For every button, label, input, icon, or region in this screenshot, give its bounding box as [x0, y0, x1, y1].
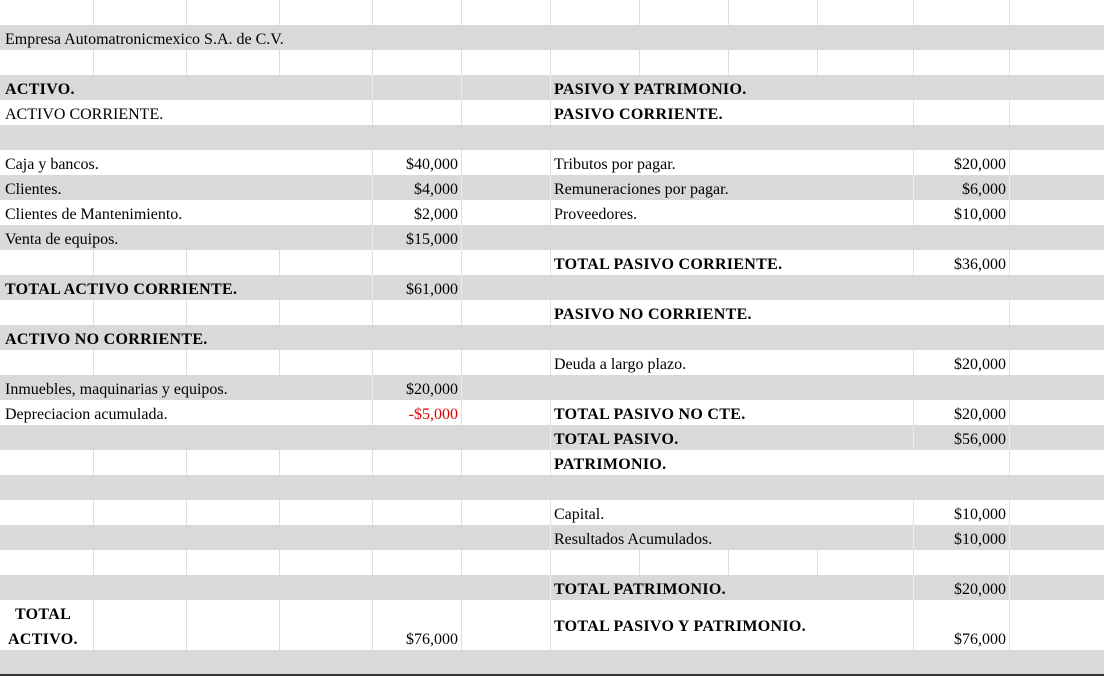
- column-gridline: [372, 100, 373, 125]
- column-gridline: [913, 550, 914, 575]
- column-gridline: [550, 0, 551, 25]
- column-gridline: [1009, 575, 1010, 600]
- column-gridline: [93, 350, 94, 375]
- sheet-row: [0, 525, 1104, 550]
- column-gridline: [279, 600, 280, 650]
- column-gridline: [817, 50, 818, 75]
- column-gridline: [186, 300, 187, 325]
- column-gridline: [461, 100, 462, 125]
- column-gridline: [550, 350, 551, 375]
- sheet-row: [0, 450, 1104, 475]
- liability-label[interactable]: Proveedores.: [554, 206, 638, 223]
- column-gridline: [1009, 525, 1010, 550]
- column-gridline: [279, 0, 280, 25]
- equity-value[interactable]: $10,000: [954, 531, 1006, 548]
- column-gridline: [372, 175, 373, 200]
- column-gridline: [817, 0, 818, 25]
- column-gridline: [461, 500, 462, 525]
- sheet-row: [0, 0, 1104, 25]
- sheet-edge: [0, 676, 1104, 688]
- column-gridline: [913, 500, 914, 525]
- column-gridline: [372, 200, 373, 225]
- sheet-row: [0, 75, 1104, 100]
- column-gridline: [372, 350, 373, 375]
- column-gridline: [913, 50, 914, 75]
- column-gridline: [461, 0, 462, 25]
- column-gridline: [372, 375, 373, 400]
- column-gridline: [461, 175, 462, 200]
- column-gridline: [550, 250, 551, 275]
- column-gridline: [461, 300, 462, 325]
- assets-heading[interactable]: ACTIVO.: [5, 81, 75, 98]
- column-gridline: [550, 550, 551, 575]
- column-gridline: [461, 550, 462, 575]
- liabilities-equity-heading[interactable]: PASIVO Y PATRIMONIO.: [554, 81, 747, 98]
- column-gridline: [279, 450, 280, 475]
- column-gridline: [913, 175, 914, 200]
- column-gridline: [1009, 600, 1010, 650]
- asset-value[interactable]: $20,000: [406, 381, 458, 398]
- noncurrent-assets-heading[interactable]: ACTIVO NO CORRIENTE.: [5, 331, 208, 348]
- sheet-row: [0, 50, 1104, 75]
- asset-value[interactable]: $15,000: [406, 231, 458, 248]
- column-gridline: [728, 50, 729, 75]
- company-name[interactable]: Empresa Automatronicmexico S.A. de C.V.: [5, 31, 284, 48]
- column-gridline: [372, 225, 373, 250]
- column-gridline: [913, 150, 914, 175]
- sheet-row: [0, 475, 1104, 500]
- asset-label[interactable]: Depreciacion acumulada.: [5, 406, 168, 423]
- column-gridline: [639, 50, 640, 75]
- column-gridline: [93, 50, 94, 75]
- column-gridline: [372, 275, 373, 300]
- column-gridline: [93, 600, 94, 650]
- column-gridline: [550, 50, 551, 75]
- asset-label[interactable]: Venta de equipos.: [5, 231, 119, 248]
- column-gridline: [550, 150, 551, 175]
- column-gridline: [1009, 50, 1010, 75]
- column-gridline: [372, 50, 373, 75]
- column-gridline: [372, 150, 373, 175]
- sheet-row: [0, 300, 1104, 325]
- total-assets-label-line2[interactable]: ACTIVO.: [8, 631, 78, 648]
- sheet-row: [0, 100, 1104, 125]
- column-gridline: [913, 400, 914, 425]
- column-gridline: [461, 450, 462, 475]
- total-current-liabilities-label[interactable]: TOTAL PASIVO CORRIENTE.: [554, 256, 783, 273]
- sheet-row: [0, 225, 1104, 250]
- liability-value[interactable]: $20,000: [954, 356, 1006, 373]
- column-gridline: [372, 75, 373, 100]
- column-gridline: [550, 425, 551, 450]
- total-current-liabilities-value[interactable]: $36,000: [954, 256, 1006, 273]
- total-equity-label[interactable]: TOTAL PATRIMONIO.: [554, 581, 726, 598]
- column-gridline: [186, 0, 187, 25]
- column-gridline: [372, 500, 373, 525]
- total-noncurrent-liabilities-label[interactable]: TOTAL PASIVO NO CTE.: [554, 406, 746, 423]
- grand-total-label[interactable]: TOTAL PASIVO Y PATRIMONIO.: [554, 618, 806, 635]
- column-gridline: [913, 525, 914, 550]
- column-gridline: [461, 225, 462, 250]
- column-gridline: [461, 275, 462, 300]
- liability-label[interactable]: Deuda a largo plazo.: [554, 356, 687, 373]
- column-gridline: [550, 100, 551, 125]
- column-gridline: [279, 300, 280, 325]
- asset-value[interactable]: $2,000: [414, 206, 458, 223]
- column-gridline: [461, 250, 462, 275]
- column-gridline: [913, 575, 914, 600]
- sheet-row: [0, 425, 1104, 450]
- liability-label[interactable]: Tributos por pagar.: [554, 156, 676, 173]
- column-gridline: [279, 500, 280, 525]
- liability-value[interactable]: $10,000: [954, 206, 1006, 223]
- liability-value[interactable]: $6,000: [962, 181, 1006, 198]
- column-gridline: [550, 175, 551, 200]
- column-gridline: [372, 300, 373, 325]
- column-gridline: [728, 550, 729, 575]
- column-gridline: [186, 450, 187, 475]
- column-gridline: [461, 200, 462, 225]
- grand-total-value[interactable]: $76,000: [954, 631, 1006, 648]
- asset-value[interactable]: $4,000: [414, 181, 458, 198]
- column-gridline: [186, 600, 187, 650]
- total-assets-value[interactable]: $76,000: [406, 631, 458, 648]
- column-gridline: [186, 50, 187, 75]
- asset-label[interactable]: Clientes de Mantenimiento.: [5, 206, 183, 223]
- sheet-row: [0, 600, 1104, 650]
- column-gridline: [186, 550, 187, 575]
- equity-heading[interactable]: PATRIMONIO.: [554, 456, 667, 473]
- total-equity-value[interactable]: $20,000: [954, 581, 1006, 598]
- column-gridline: [550, 300, 551, 325]
- column-gridline: [186, 350, 187, 375]
- noncurrent-liabilities-heading[interactable]: PASIVO NO CORRIENTE.: [554, 306, 752, 323]
- column-gridline: [372, 0, 373, 25]
- column-gridline: [1009, 450, 1010, 475]
- column-gridline: [93, 0, 94, 25]
- equity-label[interactable]: Resultados Acumulados.: [554, 531, 713, 548]
- sheet-row: [0, 150, 1104, 175]
- column-gridline: [372, 550, 373, 575]
- asset-label[interactable]: Caja y bancos.: [5, 156, 99, 173]
- liability-label[interactable]: Remuneraciones por pagar.: [554, 181, 729, 198]
- column-gridline: [550, 575, 551, 600]
- column-gridline: [817, 550, 818, 575]
- column-gridline: [279, 550, 280, 575]
- column-gridline: [372, 600, 373, 650]
- column-gridline: [913, 100, 914, 125]
- depreciation-value[interactable]: -$5,000: [408, 406, 458, 423]
- total-current-assets-label[interactable]: TOTAL ACTIVO CORRIENTE.: [5, 281, 238, 298]
- equity-value[interactable]: $10,000: [954, 506, 1006, 523]
- sheet-row: [0, 250, 1104, 275]
- total-assets-label-line1[interactable]: TOTAL: [15, 606, 72, 623]
- current-liabilities-heading[interactable]: PASIVO CORRIENTE.: [554, 106, 723, 123]
- column-gridline: [639, 0, 640, 25]
- column-gridline: [93, 550, 94, 575]
- current-assets-heading[interactable]: ACTIVO CORRIENTE.: [5, 106, 164, 123]
- asset-label[interactable]: Inmuebles, maquinarias y equipos.: [5, 381, 228, 398]
- column-gridline: [1009, 425, 1010, 450]
- column-gridline: [461, 400, 462, 425]
- column-gridline: [913, 200, 914, 225]
- column-gridline: [186, 500, 187, 525]
- column-gridline: [550, 400, 551, 425]
- column-gridline: [639, 550, 640, 575]
- asset-value[interactable]: $40,000: [406, 156, 458, 173]
- column-gridline: [461, 75, 462, 100]
- total-liabilities-value[interactable]: $56,000: [954, 431, 1006, 448]
- column-gridline: [1009, 150, 1010, 175]
- column-gridline: [550, 500, 551, 525]
- column-gridline: [372, 250, 373, 275]
- column-gridline: [1009, 175, 1010, 200]
- column-gridline: [93, 300, 94, 325]
- column-gridline: [1009, 400, 1010, 425]
- asset-label[interactable]: Clientes.: [5, 181, 62, 198]
- column-gridline: [93, 250, 94, 275]
- sheet-row: [0, 500, 1104, 525]
- column-gridline: [1009, 200, 1010, 225]
- column-gridline: [913, 600, 914, 650]
- column-gridline: [913, 0, 914, 25]
- column-gridline: [1009, 550, 1010, 575]
- column-gridline: [461, 375, 462, 400]
- column-gridline: [1009, 500, 1010, 525]
- column-gridline: [93, 500, 94, 525]
- column-gridline: [550, 450, 551, 475]
- column-gridline: [913, 425, 914, 450]
- column-gridline: [1009, 100, 1010, 125]
- column-gridline: [461, 150, 462, 175]
- sheet-row: [0, 125, 1104, 150]
- total-noncurrent-liabilities-value[interactable]: $20,000: [954, 406, 1006, 423]
- column-gridline: [728, 0, 729, 25]
- column-gridline: [550, 600, 551, 650]
- column-gridline: [550, 200, 551, 225]
- sheet-row: [0, 550, 1104, 575]
- sheet-row: [0, 575, 1104, 600]
- column-gridline: [279, 350, 280, 375]
- liability-value[interactable]: $20,000: [954, 156, 1006, 173]
- column-gridline: [1009, 0, 1010, 25]
- equity-label[interactable]: Capital.: [554, 506, 605, 523]
- total-liabilities-label[interactable]: TOTAL PASIVO.: [554, 431, 679, 448]
- column-gridline: [461, 350, 462, 375]
- column-gridline: [913, 350, 914, 375]
- column-gridline: [372, 400, 373, 425]
- column-gridline: [1009, 300, 1010, 325]
- column-gridline: [279, 50, 280, 75]
- sheet-row: [0, 350, 1104, 375]
- sheet-row: [0, 650, 1104, 674]
- column-gridline: [186, 250, 187, 275]
- column-gridline: [279, 250, 280, 275]
- column-gridline: [461, 600, 462, 650]
- column-gridline: [550, 525, 551, 550]
- column-gridline: [1009, 250, 1010, 275]
- column-gridline: [461, 50, 462, 75]
- column-gridline: [913, 250, 914, 275]
- column-gridline: [550, 75, 551, 100]
- column-gridline: [1009, 350, 1010, 375]
- sheet-row: [0, 175, 1104, 200]
- column-gridline: [372, 450, 373, 475]
- total-current-assets-value[interactable]: $61,000: [406, 281, 458, 298]
- column-gridline: [93, 450, 94, 475]
